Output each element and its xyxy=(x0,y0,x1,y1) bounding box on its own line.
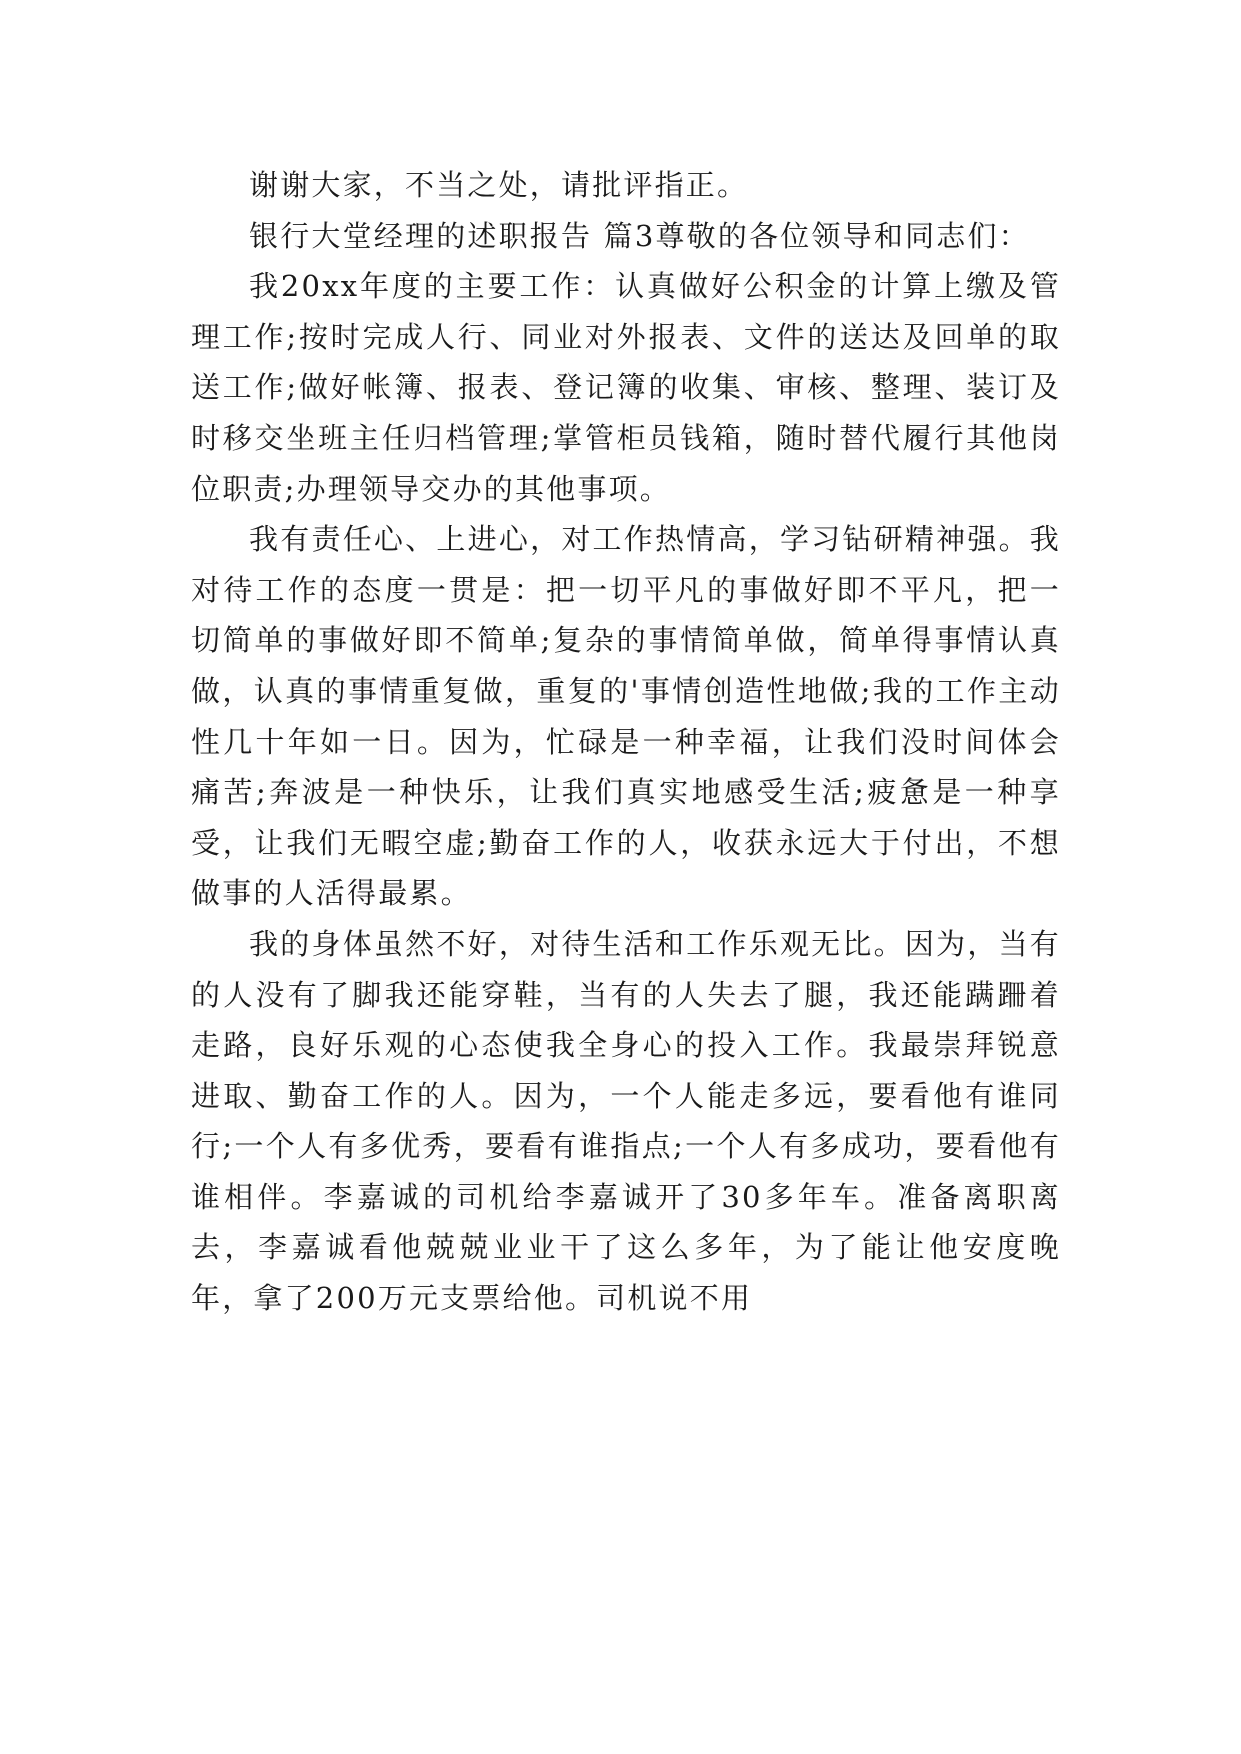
paragraph-closing: 谢谢大家，不当之处，请批评指正。 xyxy=(249,168,749,202)
paragraph-main-work: 我20xx年度的主要工作：认真做好公积金的计算上缴及管理工作;按时完成人行、同业对外报表、文件的送达及回单的取送工作;做好帐簿、报表、登记簿的收集、审核、整理、装订及时移交坐班主任归档管理;掌管柜员钱箱，随时替代履行其他岗位职责;办理领导交办的其他事项。 xyxy=(191,269,1061,506)
paragraph-attitude: 我有责任心、上进心，对工作热情高，学习钻研精神强。我对待工作的态度一贯是：把一切平凡的事做好即不平凡，把一切简单的事做好即不简单;复杂的事情简单做，简单得事情认真做，认真的事情重复做，重复的'事情创造性地做;我的工作主动性几十年如一日。因为，忙碌是一种幸福，让我们没时间体会痛苦;奔波是一种快乐，让我们真实地感受生活;疲惫是一种享受，让我们无暇空虚;勤奋工作的人，收获永远大于付出，不想做事的人活得最累。 xyxy=(191,522,1061,911)
document-body xyxy=(191,160,1061,1324)
paragraph-heading: 银行大堂经理的述职报告 篇3尊敬的各位领导和同志们： xyxy=(249,218,1030,253)
paragraph-optimism: 我的身体虽然不好，对待生活和工作乐观无比。因为，当有的人没有了脚我还能穿鞋，当有的人失去了腿，我还能蹒跚着走路，良好乐观的心态使我全身心的投入工作。我最崇拜锐意进取、勤奋工作的人。因为，一个人能走多远，要看他有谁同行;一个人有多优秀，要看有谁指点;一个人有多成功，要看他有谁相伴。李嘉诚的司机给李嘉诚开了30多年车。准备离职离去，李嘉诚看他兢兢业业干了这么多年，为了能让他安度晚年，拿了200万元支票给他。司机说不用 xyxy=(191,926,1061,1316)
